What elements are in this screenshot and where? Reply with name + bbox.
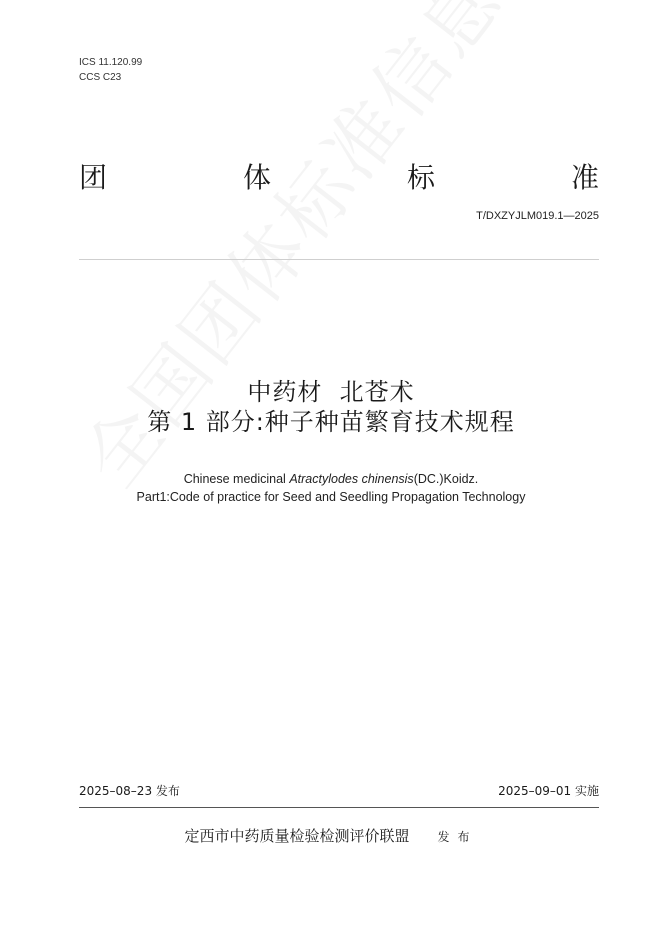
- bottom-divider: [79, 807, 599, 808]
- title-line-1: 中药材 北苍术: [247, 378, 415, 406]
- english-title-species: Atractylodes chinensis: [289, 472, 414, 486]
- english-title-line-1: [0, 472, 662, 486]
- publish-date: 2025–08–23 发布: [79, 784, 180, 798]
- organization-name: 定西市中药质量检验检测评价联盟: [184, 827, 410, 845]
- ccs-code: CCS C23: [79, 72, 122, 83]
- english-title-prefix: Chinese medicinal: [183, 472, 290, 486]
- top-divider: [79, 259, 599, 260]
- heading-char-2: 体: [242, 161, 271, 194]
- heading-char-4: 准: [570, 161, 599, 194]
- title-line-2: 第 1 部分:种子种苗繁育技术规程: [147, 408, 515, 436]
- issuing-organization: [0, 825, 662, 846]
- issue-label: 发布: [437, 830, 478, 844]
- classification-codes: [79, 55, 142, 85]
- english-title-line-2: Part1:Code of practice for Seed and Seedling Propagation Technology: [136, 490, 526, 504]
- group-standard-heading: [79, 156, 599, 196]
- heading-char-1: 团: [79, 161, 108, 194]
- standard-number: T/DXZYJLM019.1—2025: [476, 210, 599, 222]
- implement-date: 2025–09–01 实施: [498, 784, 599, 798]
- heading-char-3: 标: [406, 161, 435, 194]
- ics-code: ICS 11.120.99: [79, 57, 143, 68]
- english-title-suffix: (DC.)Koidz.: [413, 472, 479, 486]
